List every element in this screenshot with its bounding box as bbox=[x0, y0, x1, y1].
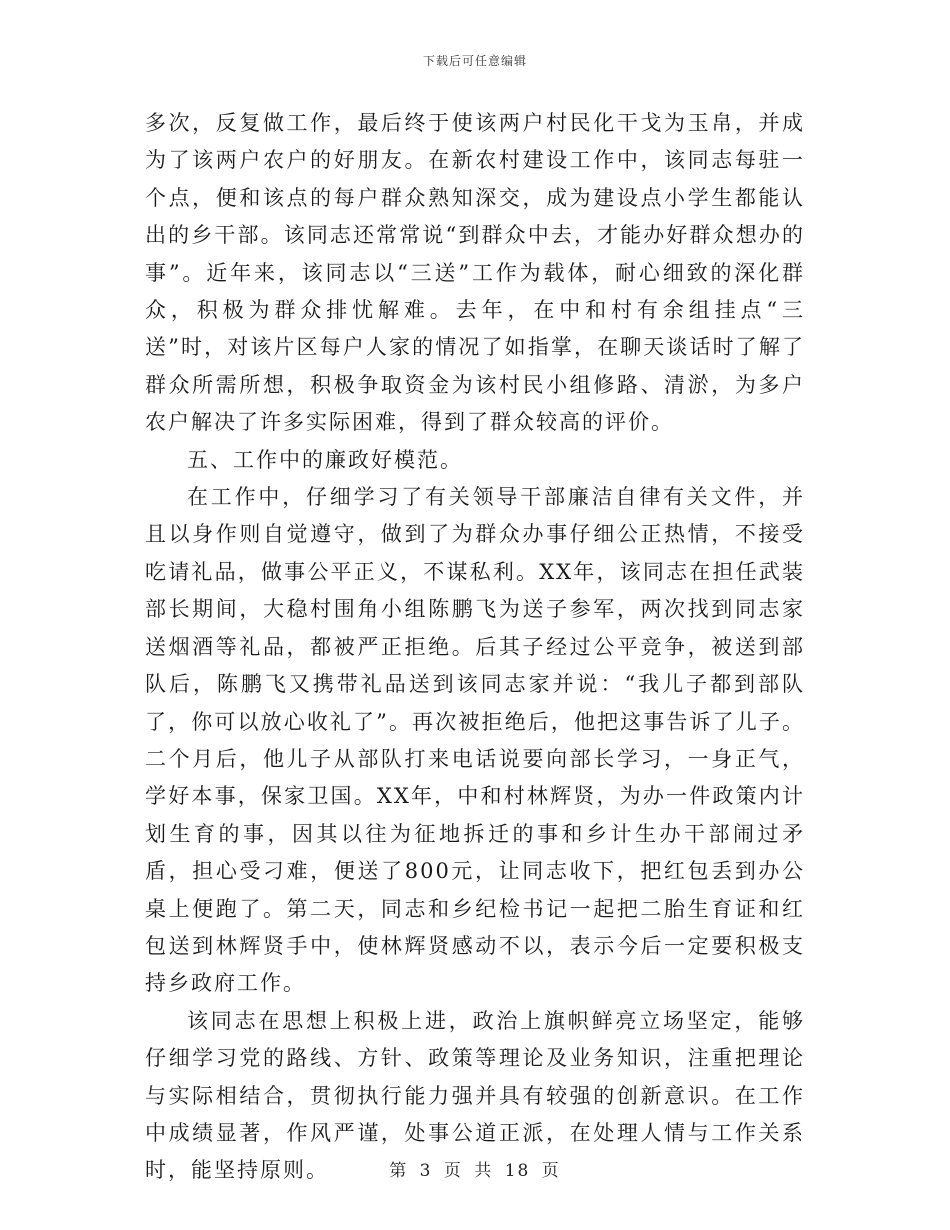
document-body bbox=[145, 105, 805, 1190]
page-header: 下载后可任意编辑 bbox=[422, 54, 527, 68]
paragraph-integrity: 在工作中，仔细学习了有关领导干部廉洁自律有关文件，并且以身作则自觉遵守，做到了为群众办事仔细公正热情，不接受吃请礼品，做事公平正义，不谋私利。XX年，该同志在担任武装部长期间，大稳村围角小组陈鹏飞为送子参军，两次找到同志家送烟酒等礼品，都被严正拒绝。后其子经过公平竞争，被送到部队后，陈鹏飞又携带礼品送到该同志家并说：“我儿子都到部队了，你可以放心收礼了”。再次被拒绝后，他把这事告诉了儿子。二个月后，他儿子从部队打来电话说要向部长学习，一身正气，学好本事，保家卫国。XX年，中和村林辉贤，为办一件政策内计划生育的事，因其以往为征地拆迁的事和乡计生办干部闹过矛盾，担心受刁难，便送了800元，让同志收下，把红包丢到办公桌上便跑了。第二天，同志和乡纪检书记一起把二胎生育证和红包送到林辉贤手中，使林辉贤感动不以，表示今后一定要积极支持乡政府工作。 bbox=[145, 485, 805, 996]
paragraph-summary: 该同志在思想上积极上进，政治上旗帜鲜亮立场坚定，能够仔细学习党的路线、方针、政策等理论及业务知识，注重把理论与实际相结合，贯彻执行能力强并具有较强的创新意识。在工作中成绩显著，作风严谨，处事公道正派，在处理人情与工作关系时，能坚持原则。 bbox=[145, 1008, 805, 1183]
paragraph-continuation: 多次，反复做工作，最后终于使该两户村民化干戈为玉帛，并成为了该两户农户的好朋友。在新农村建设工作中，该同志每驻一个点，便和该点的每户群众熟知深交，成为建设点小学生都能认出的乡干部。该同志还常常说“到群众中去，才能办好群众想办的事”。近年来，该同志以“三送”工作为载体，耐心细致的深化群众，积极为群众排忧解难。去年，在中和村有余组挂点“三送”时，对该片区每户人家的情况了如指掌，在聊天谈话时了解了群众所需所想，积极争取资金为该村民小组修路、清淤，为多户农户解决了许多实际困难，得到了群众较高的评价。 bbox=[145, 111, 805, 435]
section-heading-5: 五、工作中的廉政好模范。 bbox=[187, 447, 463, 472]
page-number-footer: 第 3 页 共 18 页 bbox=[389, 1161, 561, 1181]
